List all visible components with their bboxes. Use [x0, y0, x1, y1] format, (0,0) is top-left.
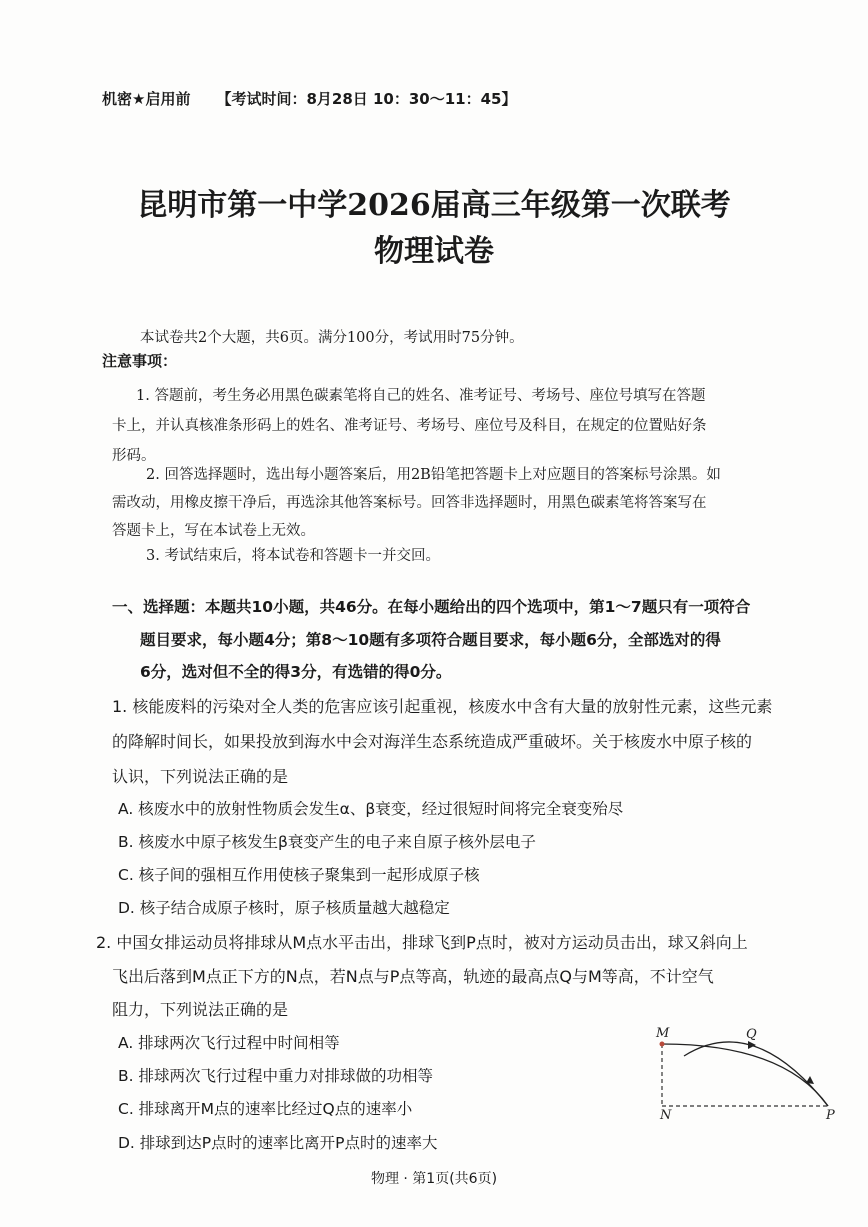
- notice-item-1-line-3: 形码。: [112, 448, 156, 464]
- exam-header: [102, 88, 516, 109]
- arrow-p-to-q: [806, 1076, 814, 1084]
- question-2-stem-line-1: 2. 中国女排运动员将排球从M点水平击出，排球飞到P点时，被对方运动员击出，球又斜向上: [96, 933, 748, 952]
- question-2-option-a: A. 排球两次飞行过程中时间相等: [118, 1034, 340, 1052]
- question-1-option-a: A. 核废水中的放射性物质会发生α、β衰变，经过很短时间将完全衰变殆尽: [118, 800, 624, 818]
- section-1-line-2: 题目要求，每小题4分；第8～10题有多项符合题目要求，每小题6分，全部选对的得: [140, 631, 721, 649]
- label-n: N: [660, 1108, 672, 1122]
- exam-subtitle: 物理试卷: [374, 234, 494, 269]
- notice-item-2-line-1: 2. 回答选择题时，选出每小题答案后，用2B铅笔把答题卡上对应题目的答案标号涂黑。如: [146, 467, 721, 483]
- question-2-stem-line-2: 飞出后落到M点正下方的N点，若N点与P点等高，轨迹的最高点Q与M等高，不计空气: [112, 967, 714, 986]
- exam-intro: 本试卷共2个大题，共6页。满分100分，考试用时75分钟。: [140, 330, 524, 346]
- page-footer: 物理 · 第1页(共6页): [370, 1171, 498, 1187]
- question-2-option-b: B. 排球两次飞行过程中重力对排球做的功相等: [118, 1067, 433, 1085]
- question-1-stem-line-3: 认识，下列说法正确的是: [112, 767, 289, 786]
- notice-item-1-line-1: 1. 答题前，考生务必用黑色碳素笔将自己的姓名、准考证号、考场号、座位号填写在答题: [136, 388, 706, 404]
- question-1-option-c: C. 核子间的强相互作用使核子聚集到一起形成原子核: [118, 866, 480, 884]
- label-q: Q: [746, 1027, 757, 1042]
- question-1-stem-line-1: 1. 核能废料的污染对全人类的危害应该引起重视，核废水中含有大量的放射性元素，这些元素: [112, 697, 773, 716]
- question-2-option-d: D. 排球到达P点时的速率比离开P点时的速率大: [118, 1134, 438, 1152]
- notice-item-2-line-3: 答题卡上，写在本试卷上无效。: [112, 523, 315, 539]
- confidential-mark: 机密★启用前: [102, 90, 191, 108]
- notice-item-1-line-2: 卡上，并认真核准条形码上的姓名、准考证号、考场号、座位号及科目，在规定的位置贴好条: [112, 418, 707, 434]
- label-m: M: [656, 1026, 670, 1041]
- notice-item-3: 3. 考试结束后，将本试卷和答题卡一并交回。: [146, 548, 440, 564]
- trajectory-m-to-p: [662, 1044, 828, 1106]
- notice-item-2-line-2: 需改动，用橡皮擦干净后，再选涂其他答案标号。回答非选择题时，用黑色碳素笔将答案写在: [112, 495, 707, 511]
- trajectory-p-to-n: [684, 1042, 828, 1106]
- label-p: P: [826, 1108, 835, 1122]
- exam-title: 昆明市第一中学2026届高三年级第一次联考: [137, 188, 731, 223]
- question-1-stem-line-2: 的降解时间长，如果投放到海水中会对海洋生态系统造成严重破坏。关于核废水中原子核的: [112, 732, 753, 751]
- question-1-option-d: D. 核子结合成原子核时，原子核质量越大越稳定: [118, 899, 450, 917]
- question-2-stem-line-3: 阻力，下列说法正确的是: [112, 1000, 289, 1019]
- question-2-option-c: C. 排球离开M点的速率比经过Q点的速率小: [118, 1100, 413, 1118]
- point-m: [660, 1042, 665, 1047]
- section-1-line-3: 6分，选对但不全的得3分，有选错的得0分。: [140, 663, 452, 681]
- exam-time: 【考试时间：8月28日 10：30～11：45】: [216, 90, 517, 108]
- arrow-m-to-p: [748, 1041, 756, 1049]
- volleyball-trajectory-figure: [644, 1022, 840, 1122]
- notice-heading: 注意事项：: [102, 352, 178, 370]
- question-1-option-b: B. 核废水中原子核发生β衰变产生的电子来自原子核外层电子: [118, 833, 536, 851]
- section-1-heading: 一、选择题：本题共10小题，共46分。在每小题给出的四个选项中，第1～7题只有一项符合: [112, 598, 751, 616]
